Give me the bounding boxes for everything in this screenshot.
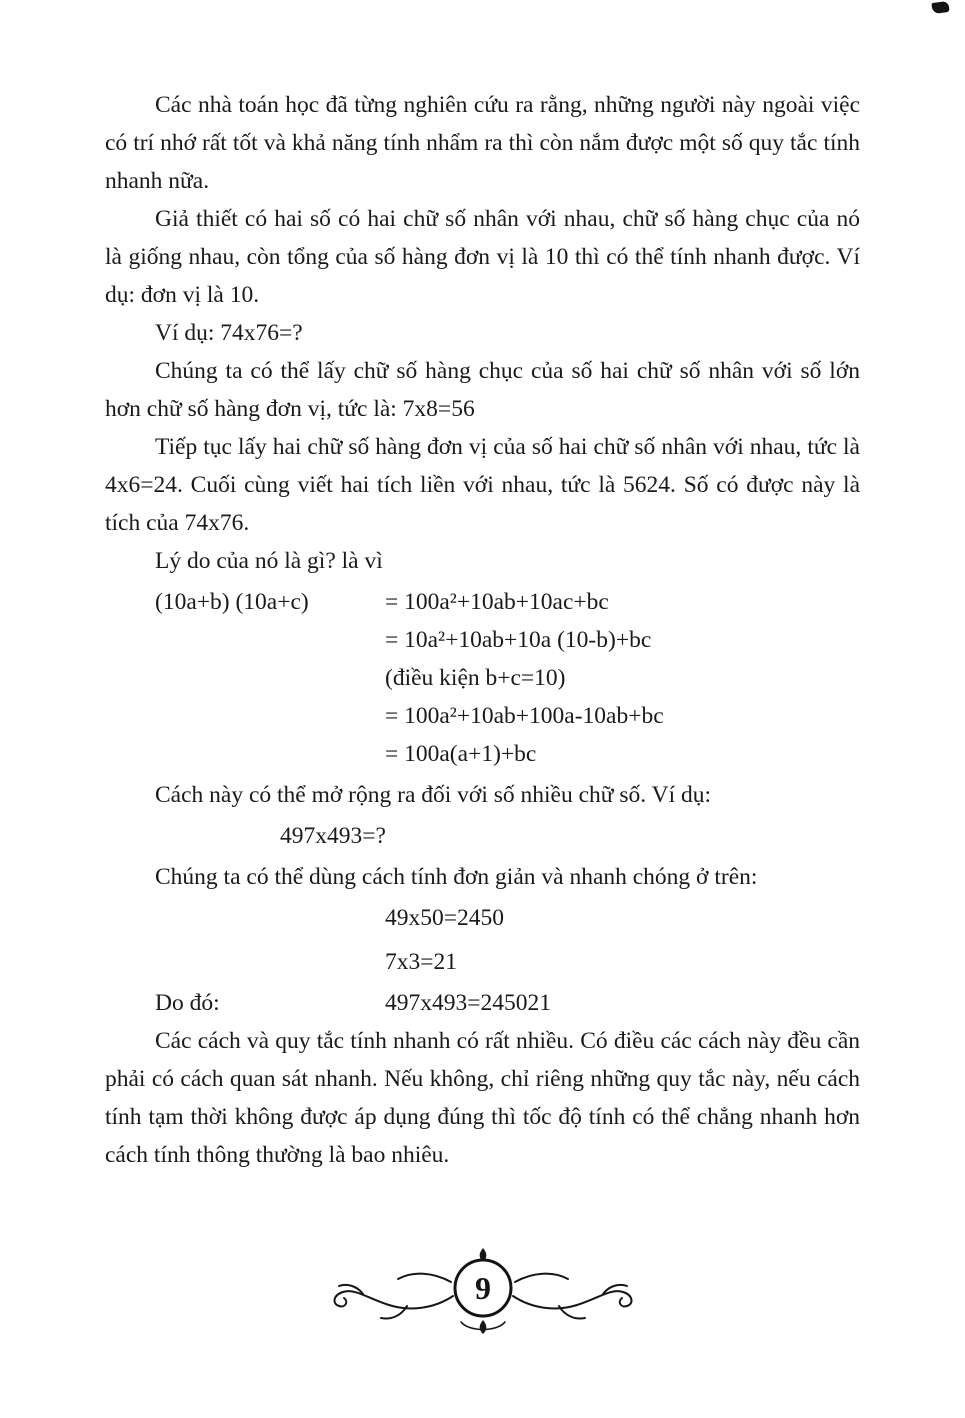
paragraph: Chúng ta có thể lấy chữ số hàng chục của số hai chữ số nhân với số lớn hơn chữ số hàng đơn vị, tức là: 7x8=56 [105,358,860,422]
equation-condition: (điều kiện b+c=10) [385,665,566,691]
paragraph: Các cách và quy tắc tính nhanh có rất nhiều. Có điều các cách này đều cần phải có cách quan sát nhanh. Nếu không, chỉ riêng những quy tắc này, nếu cách tính tạm thời không được áp dụng đúng thì tốc độ tính có thể chẳng nhanh hơn cách tính thông thường là bao nhiêu. [105,1028,860,1168]
calc-line: 49x50=2450 [385,905,505,931]
equation-line: = 100a(a+1)+bc [385,741,537,767]
flourish-right-icon [513,1274,632,1319]
equation-lhs: (10a+b) (10a+c) [155,589,309,615]
calc-line: 7x3=21 [385,949,458,975]
paragraph: Lý do của nó là gì? là vì [155,548,383,574]
paragraph: Cách này có thể mở rộng ra đối với số nhiều chữ số. Ví dụ: [155,782,712,808]
paragraph: Chúng ta có thể dùng cách tính đơn giản và nhanh chóng ở trên: [155,864,758,890]
page-footer [0,1242,965,1346]
flourish-left-icon [334,1274,453,1319]
equation-rhs: = 100a²+10ab+10ac+bc [385,589,609,615]
paragraph: Tiếp tục lấy hai chữ số hàng đơn vị của số hai chữ số nhân với nhau, tức là 4x6=24. Cuối cùng viết hai tích liền với nhau, tức là 5624. Số có được này là tích của 74x76. [105,434,860,536]
conclusion-label: Do đó: [155,990,220,1016]
paragraph: Giả thiết có hai số có hai chữ số nhân với nhau, chữ số hàng chục của nó là giống nhau, còn tổng của số hàng đơn vị là 10 thì có thể tính nhanh được. Ví dụ: đơn vị là 10. [105,206,860,308]
paragraph: Ví dụ: 74x76=? [155,320,303,346]
page-number: 9 [474,1270,491,1306]
equation-line: = 10a²+10ab+10a (10-b)+bc [385,627,652,653]
equation-block [105,583,860,773]
example-expression: 497x493=? [280,823,386,849]
paragraph: Các nhà toán học đã từng nghiên cứu ra rằng, những người này ngoài việc có trí nhớ rất tốt và khả năng tính nhẩm ra thì còn nắm được một số quy tắc tính nhanh nữa. [105,92,860,194]
equation-line: = 100a²+10ab+100a-10ab+bc [385,703,664,729]
conclusion-line [105,984,860,1022]
conclusion-result: 497x493=245021 [385,990,552,1016]
page-ornament [303,1242,663,1346]
scan-artifact [931,1,949,14]
equation-line [105,583,860,621]
